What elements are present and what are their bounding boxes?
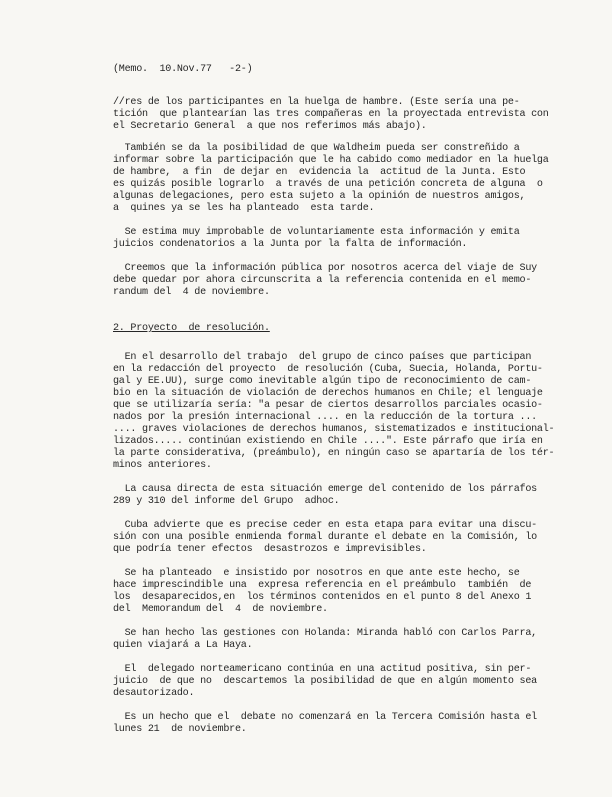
paragraph-line: sión con una posible enmienda formal durante el debate en la Comisión, lo	[113, 532, 537, 543]
paragraph-line: Es un hecho que el debate no comenzará en la Tercera Comisión hasta el	[113, 712, 537, 723]
paragraph-line: //res de los participantes en la huelga de hambre. (Este sería una pe-	[113, 97, 520, 108]
paragraph-line: de hambre, a fin de dejar en evidencia la actitud de la Junta. Esto	[113, 167, 526, 178]
paragraph-line: randum del 4 de noviembre.	[113, 287, 270, 298]
paragraph-line: es quizás posible lograrlo a través de una petición concreta de alguna o	[113, 179, 543, 190]
paragraph-line: Se han hecho las gestiones con Holanda: Miranda habló con Carlos Parra,	[113, 628, 537, 639]
paragraph-line: La causa directa de esta situación emerge del contenido de los párrafos	[113, 484, 537, 495]
memo-header: (Memo. 10.Nov.77 -2-)	[113, 64, 253, 75]
paragraph-line: juicios condenatorios a la Junta por la falta de información.	[113, 239, 468, 250]
paragraph-line: 289 y 310 del informe del Grupo adhoc.	[113, 496, 340, 507]
paragraph-line: Se ha planteado e insistido por nosotros en que ante este hecho, se	[113, 568, 520, 579]
paragraph-line: a quines ya se les ha planteado esta tarde.	[113, 203, 375, 214]
paragraph-line: juicio de que no descartemos la posibilidad de que en algún momento sea	[113, 676, 537, 687]
paragraph-line: bio en la situación de violación de derechos humanos en Chile; el lenguaje	[113, 388, 543, 399]
paragraph-line: quien viajará a La Haya.	[113, 640, 253, 651]
paragraph-line: El delegado norteamericano continúa en una actitud positiva, sin per-	[113, 664, 532, 675]
paragraph-line: hace imprescindible una expresa referencia en el preámbulo también de	[113, 580, 532, 591]
paragraph-line: que podría tener efectos desastrozos e imprevisibles.	[113, 544, 427, 555]
paragraph-line: .... graves violaciones de derechos humanos, sistematizados e institucional-	[113, 424, 555, 435]
paragraph-line: el Secretario General a que nos referimos más abajo).	[113, 121, 427, 132]
paragraph-line: desautorizado.	[113, 688, 195, 699]
paragraph-line: que se utilizaría sería: "a pesar de ciertos desarrollos parciales ocasio-	[113, 400, 543, 411]
paragraph-line: Creemos que la información pública por nosotros acerca del viaje de Suy	[113, 263, 537, 274]
paragraph-line: la parte considerativa, (preámbulo), en ningún caso se apartaría de los tér-	[113, 448, 555, 459]
paragraph-line: En el desarrollo del trabajo del grupo de cinco países que participan	[113, 352, 532, 363]
paragraph-line: informar sobre la participación que le ha cabido como mediador en la huelga	[113, 155, 549, 166]
paragraph-line: lunes 21 de noviembre.	[113, 724, 247, 735]
paragraph-line: Se estima muy improbable de voluntariamente esta información y emita	[113, 227, 520, 238]
section-heading: 2. Proyecto de resolución.	[113, 323, 270, 334]
paragraph-line: Cuba advierte que es precise ceder en esta etapa para evitar una discu-	[113, 520, 537, 531]
paragraph-line: tición que plantearían las tres compañeras en la proyectada entrevista con	[113, 109, 549, 120]
paragraph-line: en la redacción del proyecto de resolución (Cuba, Suecia, Holanda, Portu-	[113, 364, 543, 375]
paragraph-line: algunas delegaciones, pero esta sujeto a la opinión de nuestros amigos,	[113, 191, 526, 202]
paragraph-line: del Memorandum del 4 de noviembre.	[113, 604, 328, 615]
paragraph-line: lizados..... continúan existiendo en Chile ....". Este párrafo que iría en	[113, 436, 543, 447]
paragraph-line: gal y EE.UU), surge como inevitable algún tipo de reconocimiento de cam-	[113, 376, 532, 387]
paragraph-line: los desaparecidos,en los términos contenidos en el punto 8 del Anexo 1	[113, 592, 532, 603]
paragraph-line: minos anteriores.	[113, 460, 212, 471]
paragraph-line: nados por la presión internacional .... en la reducción de la tortura ...	[113, 412, 537, 423]
paragraph-line: También se da la posibilidad de que Waldheim pueda ser constreñido a	[113, 143, 520, 154]
paragraph-line: debe quedar por ahora circunscrita a la referencia contenida en el memo-	[113, 275, 532, 286]
